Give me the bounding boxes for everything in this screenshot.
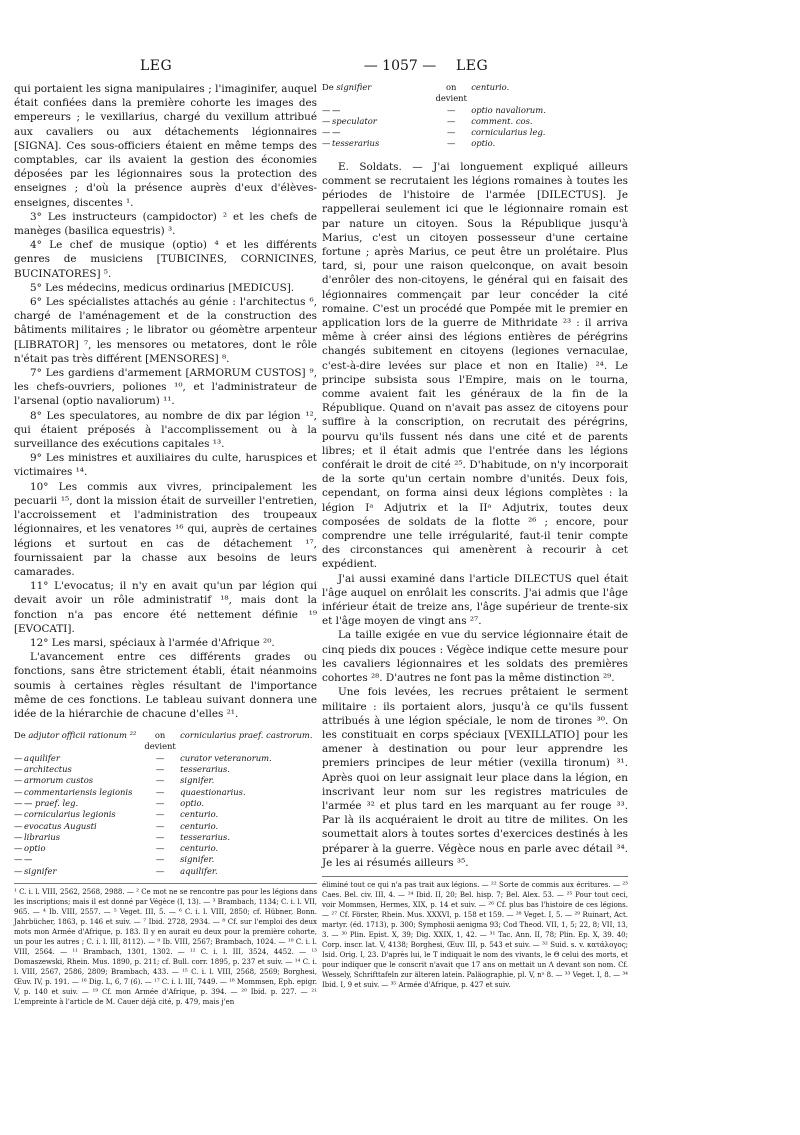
table-cell: — <box>155 752 165 763</box>
hierarchy-table <box>14 730 317 877</box>
table-cell: — <box>155 764 165 775</box>
paragraph: 7° Les gardiens d'armement [ARMORUM CUSTOS] ⁹, les chefs-ouvriers, poliones ¹⁰, et l'administrateur de l'arsenal (optio navaliorum) ¹¹. <box>14 367 317 408</box>
table-row <box>14 854 317 865</box>
table-cell: — praef. leg. <box>24 797 79 808</box>
table-cell: — <box>155 843 165 854</box>
paragraph: 4° Le chef de musique (optio) ⁴ et les différents genres de musiciens [TUBICINES, CORNICINES, BUCINATORES] ⁵. <box>14 239 317 280</box>
paragraph: E. Soldats. — J'ai longuement expliqué ailleurs comment se recrutaient les légions romaines à toutes les périodes de l'histoire de l'armée [DILECTUS]. Je rappellerai seulement ici que le légionnaire romain est par nature un citoyen. Sous la République jusqu'à Marius, c'est un citoyen possesseur d'une certaine fortune ; après Marius, ce peut être un prolétaire. Plus tard, si, pour une raison quelconque, on avait besoin d'enrôler des non-citoyens, le général qui en faisait des légionnaires commençait par leur concéder la cité romaine. C'est un procédé que Pompée mit le premier en application lors de la guerre de Mithridate ²³ : il arriva même à créer ainsi des légions entières de pérégrins changés subitement en citoyens (legiones vernaculae, c'est-à-dire levées sur place et non en Italie) ²⁴. Le principe subsista sous l'Empire, mais on le tourna, comme avaient fait les généraux de la fin de la République. Quand on n'avait pas assez de citoyens pour suffire à la conscription, on recrutait des pérégrins, pourvu qu'ils fussent nés dans une cité et de parents libres; et il était admis que l'entrée dans les légions conférait le droit de cité ²⁵. D'habitude, on n'y incorporait de la sorte qu'un certain nombre d'unités. Deux fois, cependant, on forma ainsi deux légions complètes : la légion Iᵃ Adjutrix et la IIᵃ Adjutrix, toutes deux composées de soldats de la flotte ²⁶ ; encore, pour comprendre une telle irrégularité, faut-il tenir compte des circonstances qui amenèrent à recourir à cet expédient. <box>322 160 628 571</box>
paragraph: 8° Les speculatores, au nombre de dix par légion ¹², qui étaient préposés à l'accomplissement ou à la surveillance des exécutions capitales ¹³. <box>14 409 317 451</box>
table-cell: — <box>155 865 165 876</box>
table-cell: cornicularius legionis <box>24 809 116 820</box>
table-cell: signifer <box>24 865 57 876</box>
page-number: — 1057 — <box>363 58 437 74</box>
table-cell: on devient <box>144 730 176 752</box>
table-cell: — <box>332 104 341 115</box>
table-cell: tesserarius. <box>180 764 231 775</box>
table-cell: — <box>447 127 456 138</box>
table-cell: librarius <box>24 831 61 842</box>
table-cell: — <box>155 831 165 842</box>
table-cell: aquilifer. <box>180 865 218 876</box>
paragraph: 6° Les spécialistes attachés au génie : l'architectus ⁶, chargé de l'aménagement et de la construction des bâtiments militaires ; le librator ou géomètre arpenteur [LIBRATOR] ⁷, les mensores ou metatores, dont le rôle n'était pas très différent [MENSORES] ⁸. <box>14 296 317 365</box>
table-cell: optio. <box>180 797 205 808</box>
table-row <box>14 798 317 809</box>
right-column <box>322 82 628 990</box>
table-cell: — <box>155 775 165 786</box>
table-cell: evocatus Augusti <box>24 820 97 831</box>
table-cell: centurio. <box>180 809 219 820</box>
page-header <box>0 58 800 78</box>
footnote-divider <box>14 883 317 884</box>
left-column <box>14 82 317 1007</box>
table-row <box>14 764 317 775</box>
paragraph: 3° Les instructeurs (campidoctor) ² et les chefs de manèges (basilica equestris) ³. <box>14 210 317 238</box>
table-cell: centurio. <box>180 843 219 854</box>
right-body <box>322 160 628 870</box>
table-cell <box>14 730 140 753</box>
table-row <box>14 753 317 764</box>
table-cell: signifer. <box>180 854 215 865</box>
table-cell: centurio. <box>180 820 219 831</box>
table-cell: — <box>14 854 23 865</box>
footnote-divider <box>322 876 628 877</box>
table-cell: centurio. <box>471 82 510 92</box>
table-cell: — <box>14 843 23 854</box>
table-cell: architectus <box>24 764 72 775</box>
table-cell: tesserarius. <box>180 831 231 842</box>
table-row <box>14 809 317 820</box>
table-cell: — <box>332 127 341 138</box>
table-cell: — <box>24 854 33 865</box>
table-cell: comment. cos. <box>471 115 533 126</box>
table-cell: curator veteranorum. <box>180 752 272 763</box>
paragraph: La taille exigée en vue du service légionnaire était de cinq pieds dix pouces : Végèce indique cette mesure pour les cavaliers légionnaires et les soldats des premières cohortes ²⁸. D'autres ne font pas la même distinction ²⁹. <box>322 629 628 685</box>
paragraph: qui portaient les signa manipulaires ; l'imaginifer, auquel était confiées dans la première cohorte les images des empereurs ; le vexillarius, chargé du vexillum attribué aux cavaliers ou aux détachements légionnaires [SIGNA]. Ces sous-officiers étaient en même temps des comptables, car ils avaient la gestion des économies déposées par les légionnaires sous la protection des enseignes ; d'où la présence auprès d'eux d'élèves-enseignes, discentes ¹. <box>14 83 317 209</box>
table-cell: signifier <box>336 82 372 92</box>
footnotes-right: éliminé tout ce qui n'a pas trait aux légions. — ²² Sorte de commis aux écritures. — ²³ Caes. Bel. civ. III, 4. — ²⁴ Ibid. II, 20; Bel. hisp. 7; Bel. Alex. 53. — ²⁵ Pour tout ceci, voir Mommsen, Hermes, XIX, p. 14 et suiv. — ²⁶ Cf. plus bas l'histoire de ces légions. — ²⁷ Cf. Förster, Rhein. Mus. XXXVI, p. 158 et 159. — ²⁸ Veget. I, 5. — ²⁹ Ruinart, Act. martyr. (éd. 1713), p. 300; Symphosii aenigma 93; Cod Theod. VII, 1, 5; 22, 8; VII, 13, 3. — ³⁰ Plin. Epist. X, 39; Dig. XXIX, 1, 42. — ³¹ Tac. Ann. II, 78; Plin. Ep. X, 39. 40; Corp. inscr. lat. V, 4138; Borghesi, Œuv. III, p. 543 et suiv. — ³² Suid. s. v. κατάλογος; Isid. Orig. I, 23. D'après lui, le T indiquait le nom des vivants, le Θ celui des morts, et pour indiquer que le conscrit n'avait que 17 ans on mettait un Λ devant son nom. Cf. Wessely, Schrifttafeln zur älteren latein. Paläographie, pl. V, nᵒ 8. — ³³ Veget. I, 8. — ³⁴ Ibid. I, 9 et suiv. — ³⁵ Armée d'Afrique, p. 427 et suiv. <box>322 880 628 989</box>
left-body <box>14 82 317 721</box>
table-row <box>14 832 317 843</box>
running-head-left: LEG <box>140 58 173 74</box>
table-cell: — <box>14 820 23 831</box>
table-intro-row <box>14 730 317 753</box>
paragraph: J'ai aussi examiné dans l'article DILECTUS quel était l'âge auquel on enrôlait les conscrits. J'ai admis que l'âge inférieur était de treize ans, l'âge supérieur de trente-six et l'âge moyen de vingt ans ²⁷. <box>322 572 628 628</box>
table-cell: cornicularius praef. castrorum. <box>180 730 313 741</box>
table-cell: — <box>155 797 165 808</box>
table-cell: — <box>322 104 331 115</box>
table-cell: — <box>14 865 23 876</box>
paragraph: 10° Les commis aux vivres, principalement les pecuarii ¹⁵, dont la mission était de surveiller l'entretien, l'accroissement et l'administration des troupeaux légionnaires, et les venatores ¹⁶ qui, auprès de certaines légions et surtout en cas de détachement ¹⁷, fournissaient par la chasse aux besoins de leurs camarades. <box>14 480 317 578</box>
table-cell: — <box>155 854 165 865</box>
paragraph: L'avancement entre ces différents grades ou fonctions, sans être strictement établi, était néanmoins soumis à certaines règles résultant de l'importance même de ces fonctions. Le tableau suivant donnera une idée de la hiérarchie de chacune d'elles ²¹. <box>14 651 317 720</box>
table-cell: — <box>447 115 456 126</box>
table-cell: — <box>447 104 456 115</box>
table-row <box>14 787 317 798</box>
table-cell: optio. <box>471 138 496 149</box>
table-cell <box>322 82 431 105</box>
table-row <box>14 843 317 854</box>
table-row <box>322 105 628 116</box>
table-row <box>322 116 628 127</box>
table-cell: — <box>447 138 456 149</box>
table-cell: — <box>14 831 23 842</box>
table-cell: aquilifer <box>24 752 60 763</box>
table-cell: armorum custos <box>24 775 94 786</box>
table-cell: optio <box>24 843 46 854</box>
table-cell: speculator <box>332 115 377 126</box>
table-cell: — <box>14 809 23 820</box>
hierarchy-table-continued <box>322 82 628 150</box>
table-row <box>14 866 317 877</box>
table-cell: De <box>14 730 26 741</box>
table-row <box>14 775 317 786</box>
table-cell: — <box>322 138 331 149</box>
running-head-right: LEG <box>456 58 489 74</box>
table-row <box>322 127 628 138</box>
table-intro-row <box>322 82 628 105</box>
table-cell: signifer. <box>180 775 215 786</box>
table-cell: adjutor officii rationum ²² <box>28 730 137 741</box>
table-row <box>14 821 317 832</box>
table-cell: — <box>155 820 165 831</box>
table-cell: commentariensis legionis <box>24 786 133 797</box>
footnotes-left: ¹ C. i. l. VIII, 2562, 2568, 2988. — ² Ce mot ne se rencontre pas pour les légions dans les inscriptions; mais il est donné par Végèce (I, 13). — ³ Brambach, 1134; C. i. l. VII, 965. — ⁴ Ib. VIII, 2557. — ⁵ Veget. III, 5. — ⁶ C. i. l. VIII, 2850; cf. Hübner, Bonn. Jahrbücher, 1863, p. 146 et suiv. — ⁷ Ibid. 2728, 2934. — ⁸ Cf. sur l'emploi des deux mots mon Armée d'Afrique, p. 183. Il y en aurait eu deux pour la première cohorte, un pour les autres ; C. i. l. III, 8112). — ⁹ Ib. VIII, 2567; Brambach, 1024. — ¹⁰ C. i. l. VIII, 2564. — ¹¹ Brambach, 1301, 1302. — ¹² C. i. l. III, 3524, 4452. — ¹³ Domaszewski, Rhein. Mus. 1890, p. 211; cf. Bull. corr. 1895, p. 237 et suiv. — ¹⁴ C. i. l. VIII, 2567, 2586, 2809; Brambach, 433. — ¹⁵ C. i. l. VIII, 2568, 2569; Borghesi, Œuv. IV, p. 191. — ¹⁶ Dig. L, 6, 7 (6). — ¹⁷ C. i. l. III, 7449. — ¹⁸ Mommsen, Eph. epigr. V, p. 140 et suiv. — ¹⁹ Cf. mon Armée d'Afrique, p. 394. — ²⁰ Ibid. p. 227. — ²¹ L'empreinte à l'article de M. Cauer déjà cité, p. 479, mais j'en <box>14 888 317 1006</box>
table-cell: — <box>14 764 23 775</box>
table-cell: — <box>14 786 23 797</box>
table-cell: — <box>14 775 23 786</box>
paragraph: Une fois levées, les recrues prêtaient le serment militaire : ils portaient alors, jusqu'à ce qu'ils fussent attribués à une légion spéciale, le nom de tirones ³⁰. On les constituait en corps spéciaux [VEXILLATIO] pour les amener à destination ou pour leur apprendre les premiers principes de leur métier (vexilla tironum) ³¹. Après quoi on leur assignait leur place dans la légion, en inscrivant leur nom sur les registres matricules de l'armée ³² et plus tard en les marquant au fer rouge ³³. Par là ils acquéraient le droit au titre de milites. On les soumettait alors à toutes sortes d'exercices destinés à les préparer à la guerre. Végèce nous en parle avec détail ³⁴. Je les ai résumés ailleurs ³⁵. <box>322 686 628 869</box>
table-cell: — <box>322 115 331 126</box>
table-cell: tesserarius <box>332 138 380 149</box>
paragraph: 12° Les marsi, spéciaux à l'armée d'Afrique ²⁰. <box>30 636 275 649</box>
table-cell: De <box>322 82 334 92</box>
paragraph: 11° L'evocatus; il n'y en avait qu'un par légion qui devait avoir un rôle administratif ¹⁸, mais dont la fonction n'a pas encore été nettement définie ¹⁹ [EVOCATI]. <box>14 580 317 635</box>
table-cell: cornicularius leg. <box>471 127 546 138</box>
table-cell: optio navaliorum. <box>471 104 546 115</box>
table-cell: on devient <box>435 82 467 104</box>
table-row <box>322 138 628 149</box>
table-cell: — <box>14 752 23 763</box>
paragraph: 9° Les ministres et auxiliaires du culte, haruspices et victimaires ¹⁴. <box>14 452 317 479</box>
table-cell: — <box>155 809 165 820</box>
table-cell: — <box>14 797 23 808</box>
paragraph: 5° Les médecins, medicus ordinarius [MEDICUS]. <box>30 281 295 294</box>
table-cell: — <box>155 786 165 797</box>
table-cell: — <box>322 127 331 138</box>
table-cell: quaestionarius. <box>180 786 246 797</box>
